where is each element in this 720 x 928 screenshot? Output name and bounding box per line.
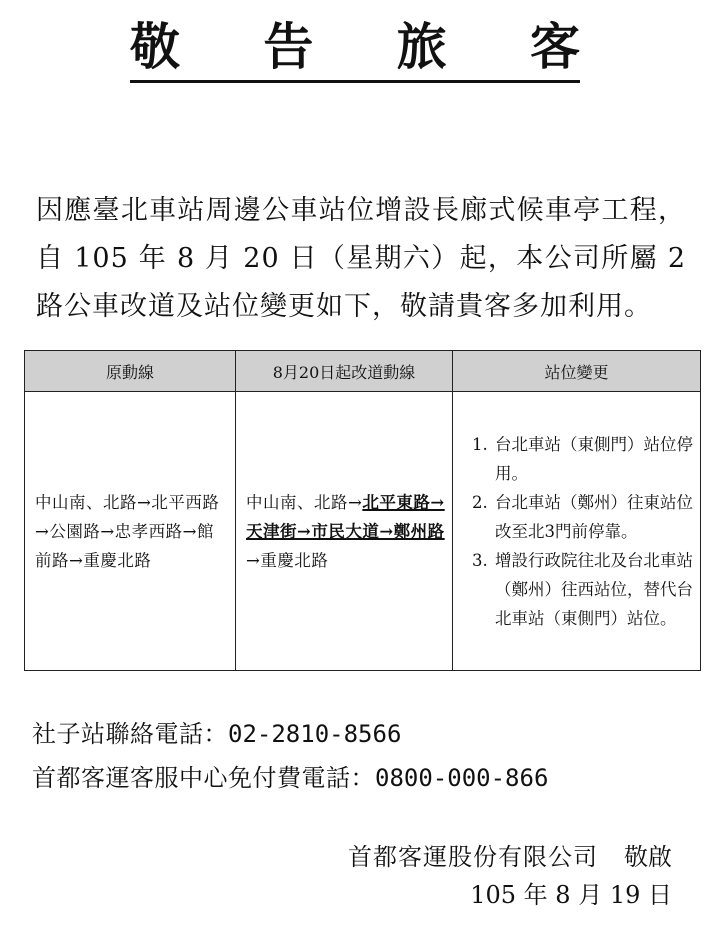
list-item: 2. 台北車站（鄭州）往東站位改至北3門前停靠。: [493, 488, 694, 546]
company-name: 首都客運股份有限公司: [348, 843, 598, 871]
contact-info: [32, 712, 692, 800]
contact-line: [32, 712, 692, 756]
header-new-route: 8月20日起改道動線: [236, 351, 453, 392]
header-stop-changes: 站位變更: [453, 351, 701, 392]
original-route-cell: 中山南、北路→北平西路→公園路→忠孝西路→館前路→重慶北路: [25, 392, 236, 671]
closing-text: 敬啟: [624, 843, 672, 871]
header-original-route: 原動線: [25, 351, 236, 392]
phone-number: 0800-000-866: [375, 764, 549, 792]
intro-paragraph: 因應臺北車站周邊公車站位增設長廊式候車亭工程，自 105 年 8 月 20 日（星期六）起，本公司所屬 2 路公車改道及站位變更如下，敬請貴客多加利用。: [36, 195, 686, 322]
stop-changes-list: [463, 430, 694, 633]
signature-line: [348, 838, 672, 876]
list-item: 3. 增設行政院往北及台北車站（鄭州）往西站位，替代台北車站（東側門）站位。: [493, 546, 694, 633]
contact-line: [32, 756, 692, 800]
notice-date: 105 年 8 月 19 日: [470, 881, 672, 909]
new-route-cell: [236, 392, 453, 671]
route-segment: 中山南、北路→: [246, 492, 363, 512]
list-item: 1. 台北車站（東側門）站位停用。: [493, 430, 694, 488]
stop-changes-cell: [453, 392, 701, 671]
title-char: 敬: [130, 18, 180, 76]
table-header-row: [25, 351, 701, 392]
title-char: 旅: [396, 18, 447, 76]
table-row: [25, 392, 701, 671]
title-char: 客: [529, 18, 580, 76]
title-char: 告: [263, 18, 314, 76]
phone-number: 02-2810-8566: [228, 720, 402, 748]
route-change-table: [24, 350, 701, 671]
contact-label: 首都客運客服中心免付費電話：: [32, 764, 375, 792]
route-segment: →重慶北路: [246, 550, 329, 570]
contact-label: 社子站聯絡電話：: [32, 720, 228, 748]
signature-block: [348, 838, 672, 914]
notice-title: [130, 14, 580, 83]
route-segment-changed: 北平東路→天津街→市民大道→鄭州路: [246, 492, 445, 541]
